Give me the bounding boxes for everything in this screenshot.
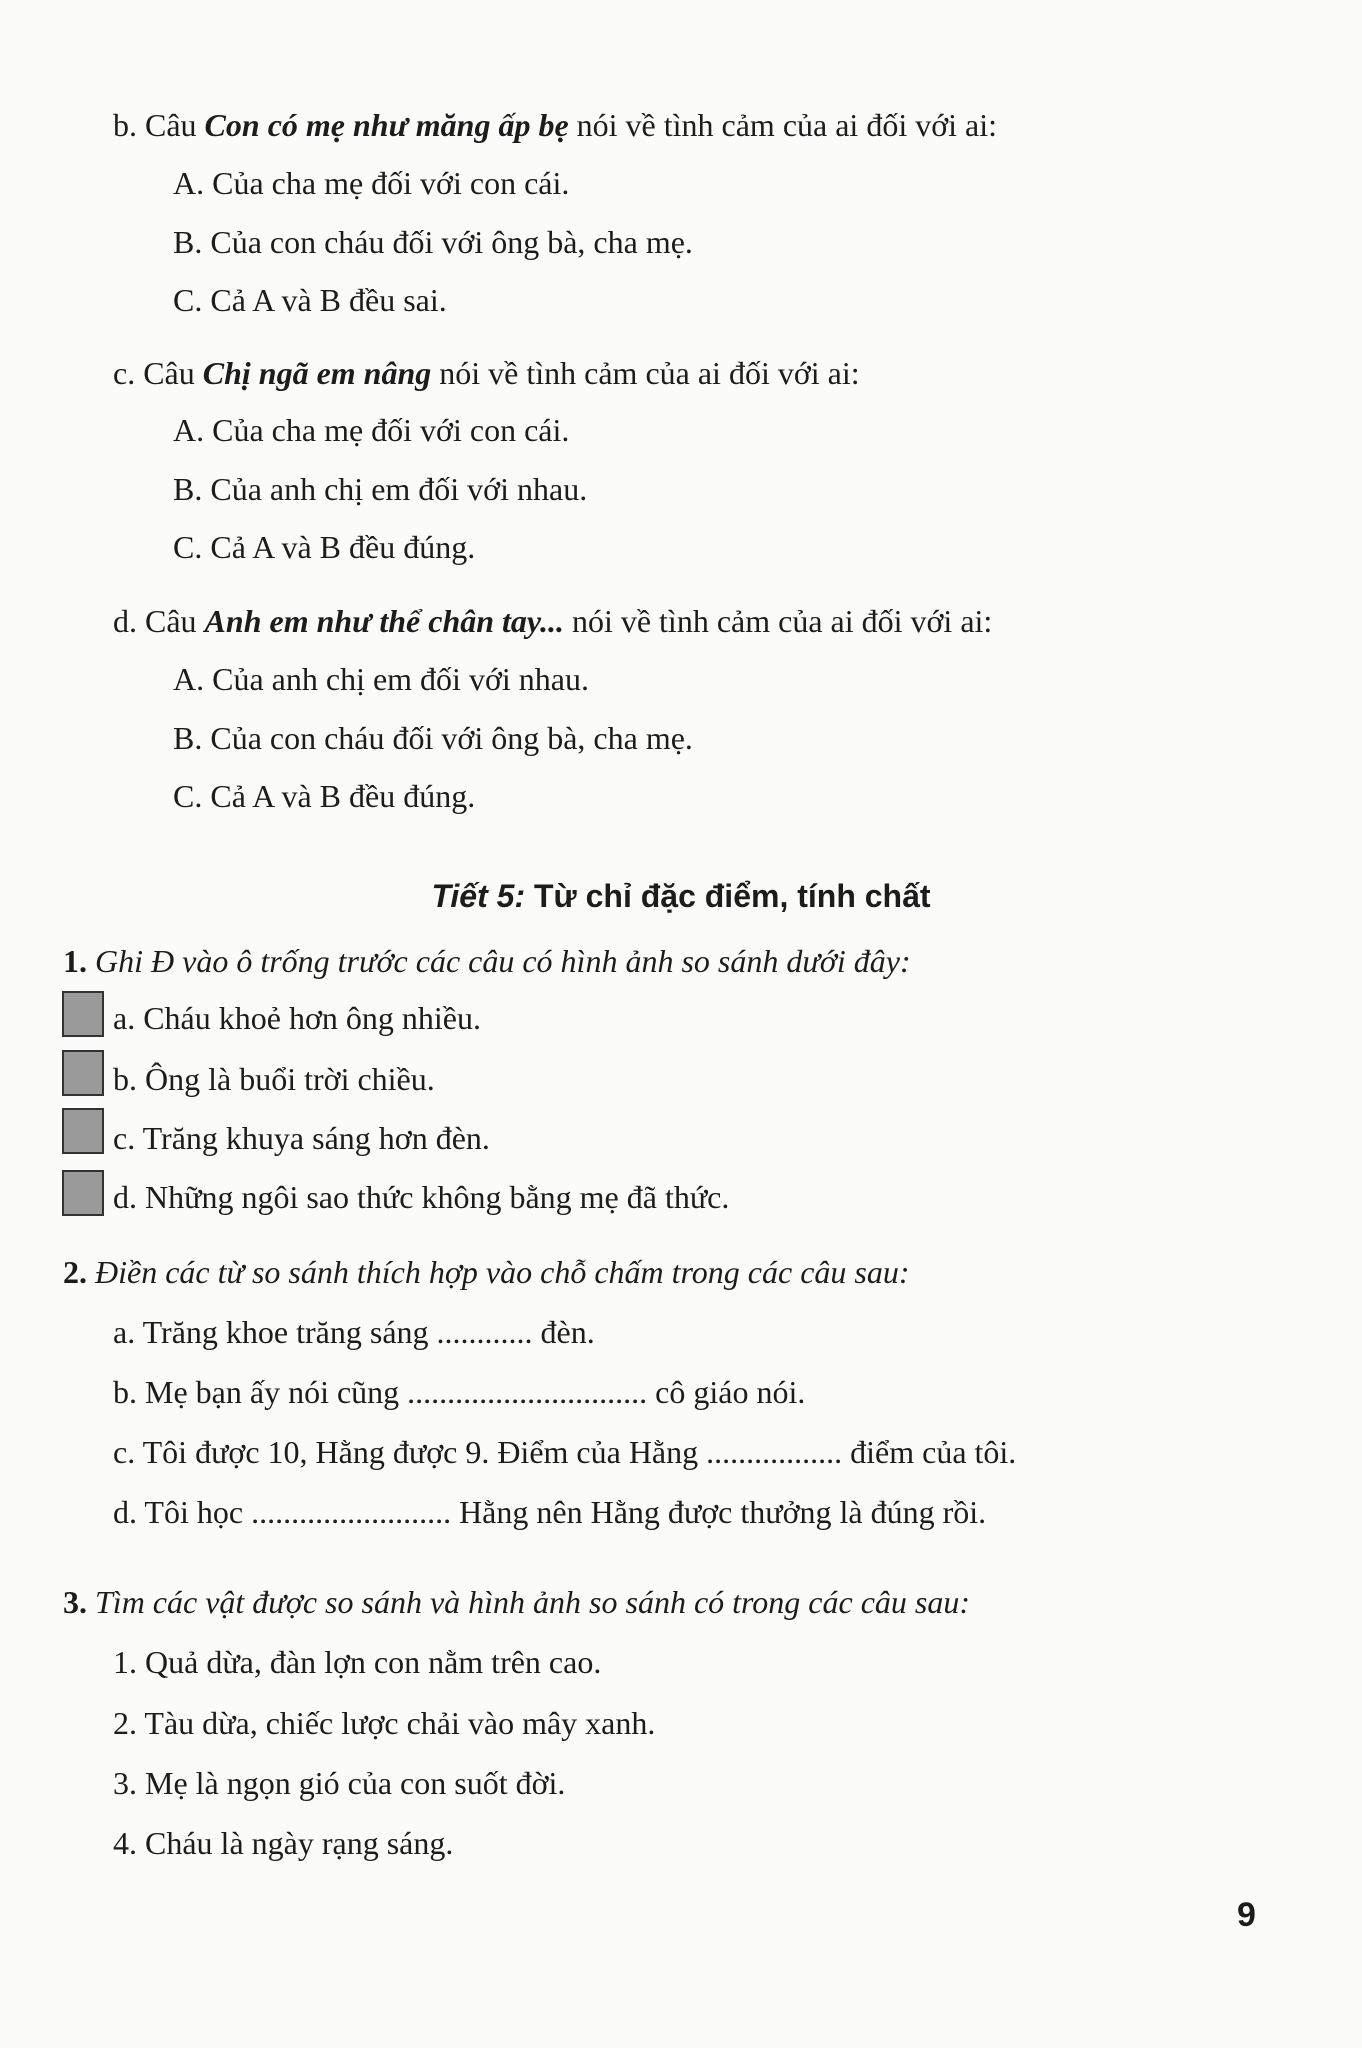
- question-prefix: c. Câu: [113, 355, 203, 391]
- task-1-item-d: d. Những ngôi sao thức không bằng mẹ đã thức.: [113, 1179, 730, 1215]
- answer-checkbox-c[interactable]: [62, 1108, 104, 1154]
- task-number: 1.: [63, 943, 87, 979]
- option-d-c: C. Cả A và B đều đúng.: [173, 778, 476, 814]
- task-number: 3.: [63, 1584, 87, 1620]
- option-c-c: C. Cả A và B đều đúng.: [173, 529, 476, 565]
- proverb-quote: Anh em như thể chân tay...: [204, 603, 564, 639]
- task-number: 2.: [63, 1254, 87, 1290]
- answer-checkbox-a[interactable]: [62, 991, 104, 1037]
- task-1-item-b: b. Ông là buổi trời chiều.: [113, 1061, 435, 1097]
- question-suffix: nói về tình cảm của ai đối với ai:: [431, 355, 860, 391]
- task-1-item-c: c. Trăng khuya sáng hơn đèn.: [113, 1120, 490, 1156]
- option-d-a: A. Của anh chị em đối với nhau.: [173, 661, 589, 697]
- option-d-b: B. Của con cháu đối với ông bà, cha mẹ.: [173, 720, 693, 756]
- lesson-heading: [0, 876, 1362, 916]
- lesson-title: Từ chỉ đặc điểm, tính chất: [525, 878, 931, 914]
- task-1-instruction: [63, 941, 911, 981]
- question-suffix: nói về tình cảm của ai đối với ai:: [568, 107, 997, 143]
- task-2-item-b: b. Mẹ bạn ấy nói cũng .............................. cô giáo nói.: [113, 1374, 806, 1410]
- task-3-instruction: [63, 1582, 970, 1622]
- task-3-item-2: 2. Tàu dừa, chiếc lược chải vào mây xanh.: [113, 1705, 656, 1741]
- question-suffix: nói về tình cảm của ai đối với ai:: [563, 603, 993, 639]
- page-number: 9: [1237, 1896, 1256, 1934]
- task-3-item-1: 1. Quả dừa, đàn lợn con nằm trên cao.: [113, 1644, 602, 1680]
- question-d: [113, 601, 992, 641]
- task-2-item-d: d. Tôi học ......................... Hằng nên Hằng được thưởng là đúng rồi.: [113, 1494, 987, 1530]
- task-text: Tìm các vật được so sánh và hình ảnh so sánh có trong các câu sau:: [87, 1584, 971, 1620]
- option-c-a: A. Của cha mẹ đối với con cái.: [173, 412, 570, 448]
- task-3-item-4: 4. Cháu là ngày rạng sáng.: [113, 1825, 454, 1861]
- question-b: [113, 105, 997, 145]
- option-c-b: B. Của anh chị em đối với nhau.: [173, 471, 588, 507]
- task-text: Ghi Đ vào ô trống trước các câu có hình ảnh so sánh dưới đây:: [87, 943, 911, 979]
- task-1-item-a: a. Cháu khoẻ hơn ông nhiều.: [113, 1000, 481, 1036]
- task-2-item-c: c. Tôi được 10, Hằng được 9. Điểm của Hằng ................. điểm của tôi.: [113, 1434, 1017, 1470]
- task-text: Điền các từ so sánh thích hợp vào chỗ chấm trong các câu sau:: [87, 1254, 910, 1290]
- proverb-quote: Chị ngã em nâng: [202, 355, 432, 391]
- option-b-b: B. Của con cháu đối với ông bà, cha mẹ.: [173, 224, 693, 260]
- proverb-quote: Con có mẹ như măng ấp bẹ: [204, 107, 569, 143]
- question-c: [113, 353, 860, 393]
- answer-checkbox-d[interactable]: [62, 1170, 104, 1216]
- lesson-number: Tiết 5:: [431, 878, 526, 914]
- answer-checkbox-b[interactable]: [62, 1050, 104, 1096]
- task-2-instruction: [63, 1252, 910, 1292]
- option-b-a: A. Của cha mẹ đối với con cái.: [173, 165, 570, 201]
- task-3-item-3: 3. Mẹ là ngọn gió của con suốt đời.: [113, 1765, 566, 1801]
- question-prefix: d. Câu: [113, 603, 205, 639]
- task-2-item-a: a. Trăng khoe trăng sáng ............ đèn.: [113, 1314, 595, 1350]
- option-b-c: C. Cả A và B đều sai.: [173, 282, 447, 318]
- question-prefix: b. Câu: [113, 107, 205, 143]
